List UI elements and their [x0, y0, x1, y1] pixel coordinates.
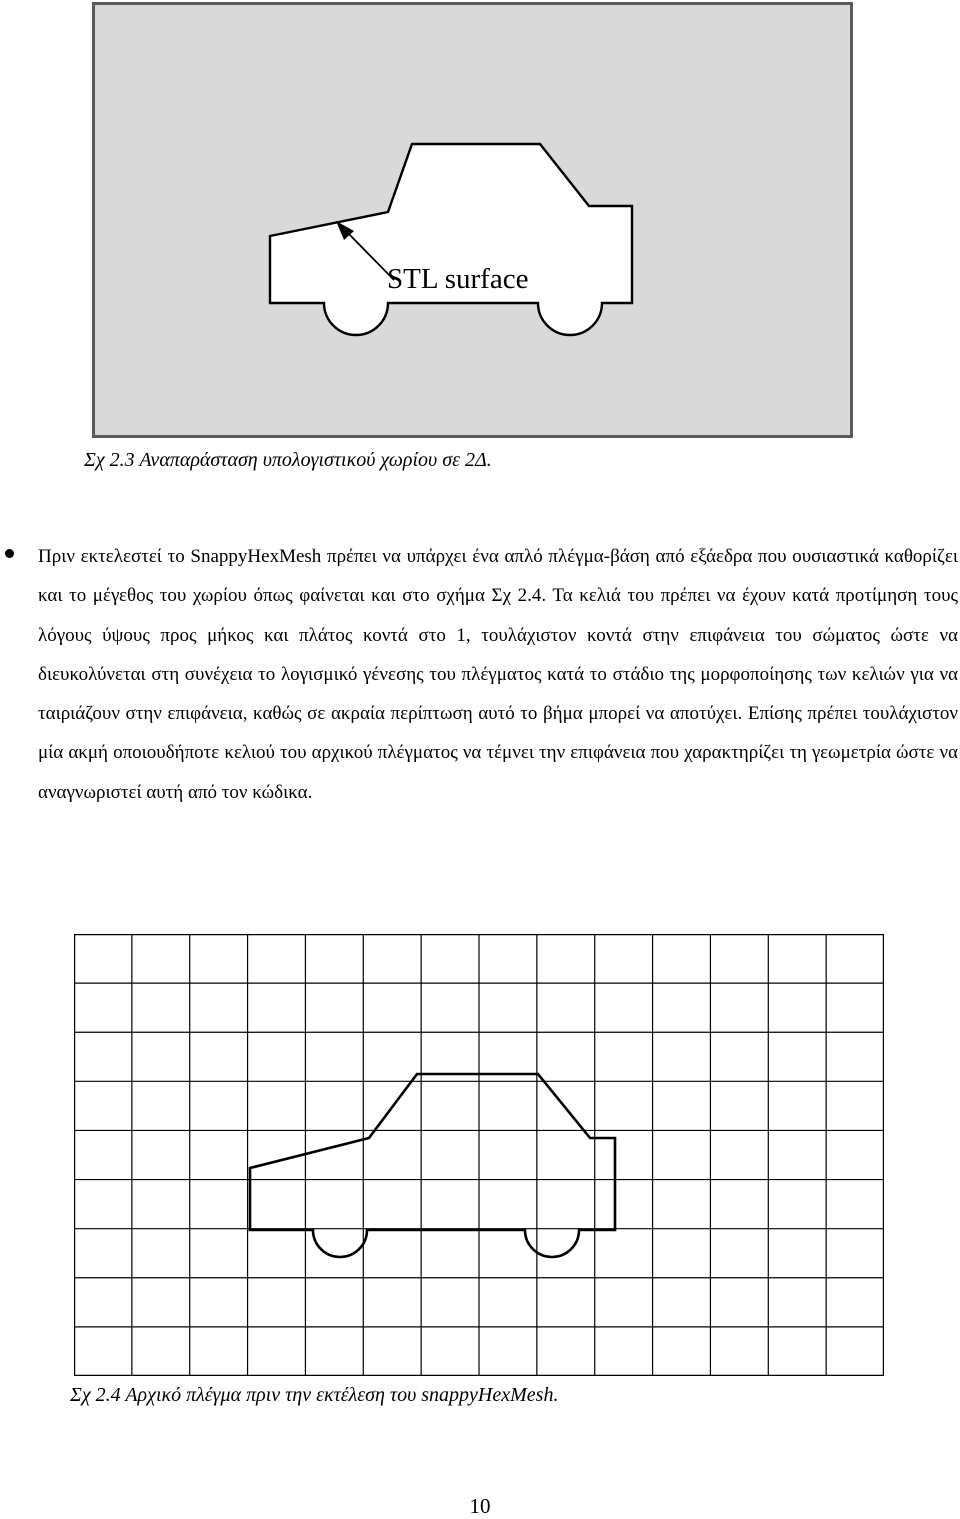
- domain-diagram: [92, 2, 853, 438]
- figure-caption-2-4: Σχ 2.4 Αρχικό πλέγμα πριν την εκτέλεση του snappyHexMesh.: [70, 1384, 559, 1406]
- bullet-point: [5, 549, 14, 558]
- body-paragraph: Πριν εκτελεστεί το SnappyHexMesh πρέπει να υπάρχει ένα απλό πλέγμα-βάση από εξάεδρα που ουσιαστικά καθορίζει και το μέγεθος του χωρίου όπως φαίνεται και στο σχήμα Σχ 2.4. Τα κελιά του πρέπει να έχουν κατά προτίμηση τους λόγους ύψους προς μήκος και πλάτος κοντά στο 1, τουλάχιστον κοντά στην επιφάνεια του σώματος ώστε να διευκολύνεται στη συνέχεια το λογισμικό γένεσης του πλέγματος κατά το στάδιο της μορφοποίησης των κελιών για να ταιριάζουν στην επιφάνεια, καθώς σε ακραία περίπτωση αυτό το βήμα μπορεί να αποτύχει. Επίσης πρέπει τουλάχιστον μία ακμή οποιουδήποτε κελιού του αρχικού πλέγματος να τέμνει την επιφάνεια που χαρακτηρίζει τη γεωμετρία ώστε να αναγνωριστεί αυτή από τον κώδικα.: [38, 546, 958, 803]
- page-number: 10: [469, 1494, 491, 1518]
- figure-caption-2-3: Σχ 2.3 Αναπαράσταση υπολογιστικού χωρίου σε 2Δ.: [84, 449, 492, 471]
- stl-surface-label: STL surface: [387, 263, 529, 295]
- figure-domain-2d: [92, 2, 853, 438]
- mesh-diagram: [74, 934, 884, 1376]
- figure-initial-mesh: [74, 934, 884, 1376]
